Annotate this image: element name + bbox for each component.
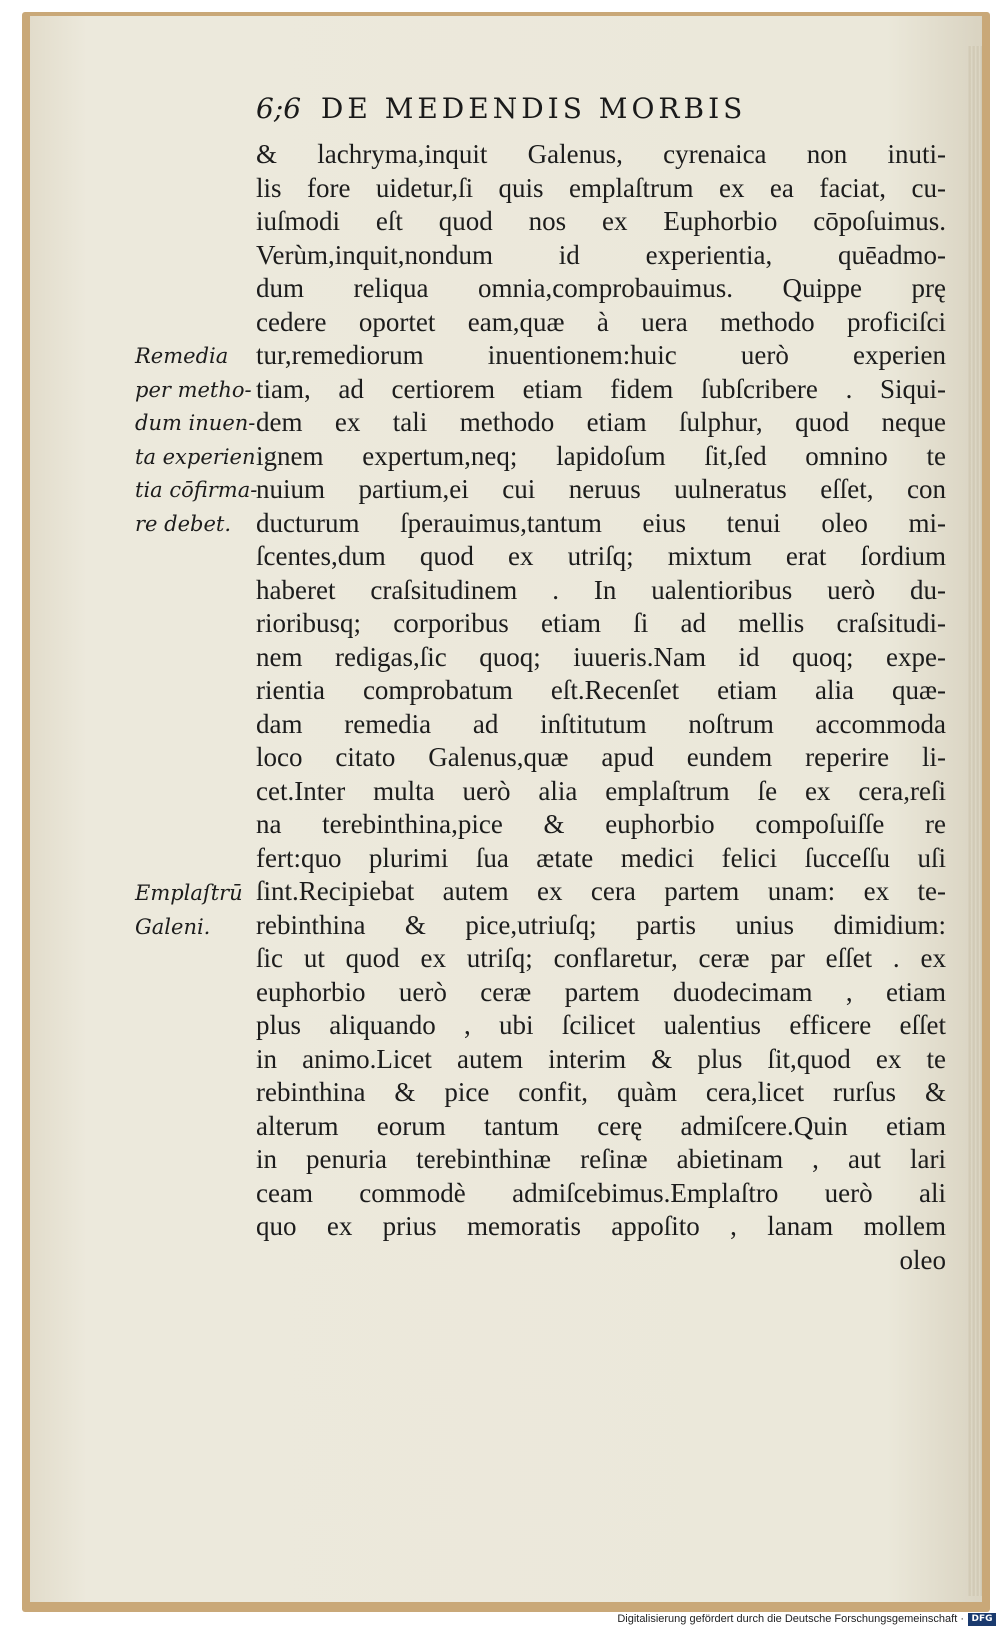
text-line: euphorbio uerò ceræ partem duodecimam , etiam (256, 976, 946, 1007)
marginal-line: tia cōfirma- (135, 478, 258, 502)
text-line: loco citato Galenus,quæ apud eundem reperire li- (256, 742, 946, 772)
page-fore-edge (968, 46, 982, 1596)
text-line: plus aliquando , ubi ſcilicet ualentius efficere eſſet (256, 1010, 946, 1040)
text-line: & lachryma,inquit Galenus, cyrenaica non inuti- (256, 139, 946, 169)
dfg-logo-icon: DFG (968, 1613, 996, 1626)
text-line: dam remedia ad inſtitutum noſtrum accommoda (256, 708, 946, 739)
text-line: nuium partium,ei cui neruus uulneratus eſſet, con (256, 474, 946, 504)
text-line: oleo (899, 1244, 946, 1275)
marginal-line: ta experien (135, 444, 256, 469)
text-line: na terebinthina,pice & euphorbio compoſuiſſe re (256, 809, 946, 839)
text-line: cedere oportet eam,quæ à uera methodo proficiſci (256, 306, 946, 337)
marginal-note-emplastrum (135, 877, 243, 944)
running-title: DE MEDENDIS MORBIS (320, 92, 747, 125)
marginal-line: Galeni. (135, 914, 211, 939)
text-line: alterum eorum tantum cerę admiſcere.Quin etiam (256, 1110, 946, 1141)
footer-bar (0, 1612, 1000, 1627)
page-number: 6;6 (256, 92, 302, 125)
text-line: rebinthina & pice confit, quàm cera,licet rurſus & (256, 1077, 946, 1107)
funding-credit: Digitalisierung gefördert durch die Deutsche Forschungsgemeinschaft · (617, 1613, 964, 1625)
text-line: lis fore uidetur,ſi quis emplaſtrum ex ea faciat, cu- (256, 172, 946, 203)
text-line: quo ex prius memoratis appoſito , lanam mollem (256, 1211, 946, 1241)
text-line: tiam, ad certiorem etiam fidem ſubſcribere . Siqui- (256, 373, 946, 404)
text-line: nem redigas,ſic quoq; iuueris.Nam id quoq; expe- (256, 641, 946, 672)
marginal-note-remedia (135, 340, 257, 541)
text-line: ſic ut quod ex utriſq; conflaretur, ceræ par eſſet . ex (256, 943, 946, 973)
text-line: fert:quo plurimi ſua ætate medici felici ſucceſſu uſi (256, 842, 946, 873)
text-line: dem ex tali methodo etiam ſulphur, quod neque (256, 407, 946, 437)
text-line: ducturum ſperauimus,tantum eius tenui oleo mi- (256, 507, 946, 538)
text-line: cet.Inter multa uerò alia emplaſtrum ſe ex cera,reſi (256, 775, 946, 806)
running-head (256, 92, 746, 125)
text-line: rientia comprobatum eſt.Recenſet etiam alia quæ- (256, 675, 946, 705)
text-line: tur,remediorum inuentionem:huic uerò experien (256, 340, 946, 370)
text-line: in animo.Licet autem interim & plus ſit,quod ex te (256, 1043, 946, 1074)
marginal-line: Remedia (135, 344, 229, 368)
text-line: ſint.Recipiebat autem ex cera partem unam: ex te- (256, 876, 946, 906)
text-line: haberet craſsitudinem . In ualentioribus uerò du- (256, 574, 946, 605)
marginal-line: dum inuen- (135, 411, 256, 435)
text-line: ſcentes,dum quod ex utriſq; mixtum erat ſordium (256, 541, 946, 571)
text-line: ceam commodè admiſcebimus.Emplaſtro uerò ali (256, 1177, 946, 1208)
text-line: in penuria terebinthinæ reſinæ abietinam , aut lari (256, 1144, 946, 1174)
marginal-line: re debet. (135, 511, 231, 536)
text-line: iuſmodi eſt quod nos ex Euphorbio cōpoſuimus. (256, 206, 946, 236)
marginal-line: per metho- (135, 377, 252, 402)
text-line: ignem expertum,neq; lapidoſum ſit,ſed omnino te (256, 440, 946, 471)
text-line: rebinthina & pice,utriuſq; partis unius dimidium: (256, 909, 946, 940)
marginal-line: Emplaſtrū (135, 881, 243, 905)
text-line: rioribusq; corporibus etiam ſi ad mellis craſsitudi- (256, 608, 946, 638)
text-line: dum reliqua omnia,comprobauimus. Quippe prę (256, 273, 946, 303)
text-line: Verùm,inquit,nondum id experientia, quēadmo- (256, 239, 946, 270)
main-text-block (256, 138, 946, 1277)
